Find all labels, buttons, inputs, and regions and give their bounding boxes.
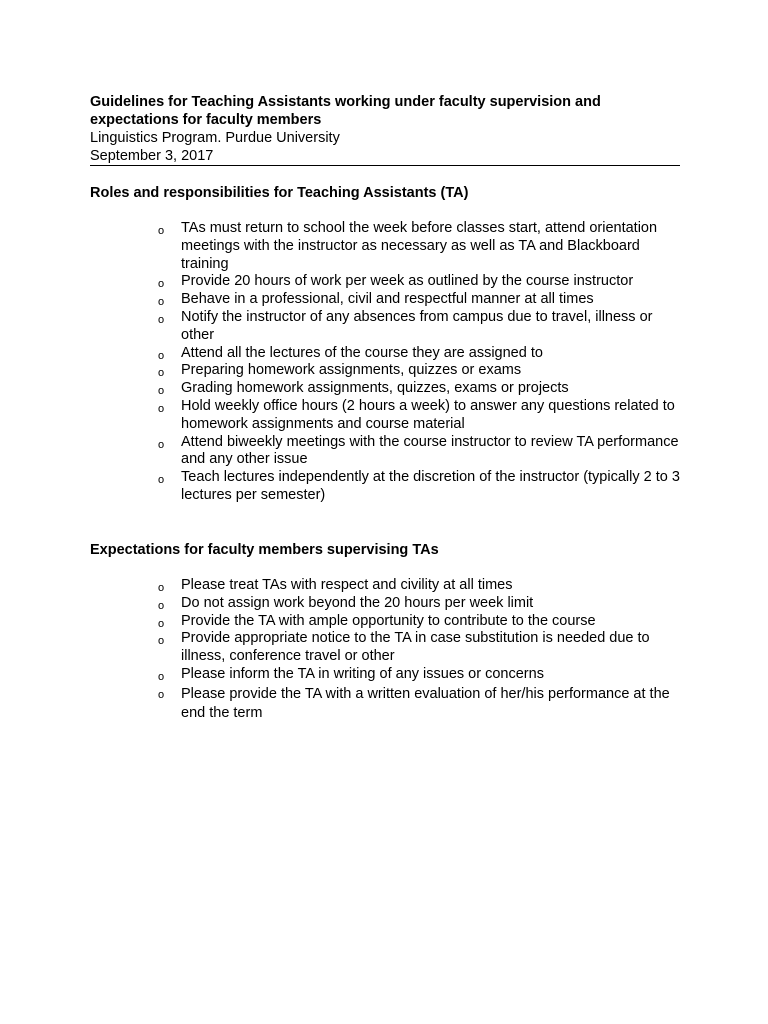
bullet-icon: o (158, 688, 165, 701)
expectations-list (155, 577, 685, 723)
list-item (155, 666, 685, 684)
program-name: Linguistics Program. Purdue University (90, 130, 340, 146)
bullet-icon: o (158, 296, 165, 309)
list-item (155, 273, 685, 291)
list-item (155, 345, 685, 363)
list-item (155, 577, 685, 595)
bullet-icon: o (158, 599, 165, 612)
document-header (90, 93, 680, 165)
bullet-icon: o (158, 349, 165, 362)
bullet-icon: o (158, 278, 165, 291)
list-item-text: Hold weekly office hours (2 hours a week) to answer any questions related to homework assignments and course material (181, 397, 675, 432)
document-title: Guidelines for Teaching Assistants working under faculty supervision and expectations for faculty members (90, 94, 601, 128)
list-item (155, 613, 685, 631)
list-item (155, 684, 685, 723)
list-item-text: Please inform the TA in writing of any issues or concerns (181, 665, 544, 682)
list-item-text: Provide appropriate notice to the TA in case substitution is needed due to illness, conference travel or other (181, 630, 650, 665)
list-item (155, 309, 685, 345)
roles-section-heading: Roles and responsibilities for Teaching Assistants (TA) (90, 185, 469, 201)
list-item (155, 469, 685, 505)
list-item-text: Please treat TAs with respect and civility at all times (181, 577, 513, 593)
bullet-icon: o (158, 617, 165, 630)
header-divider (90, 165, 680, 166)
list-item-text: Provide the TA with ample opportunity to contribute to the course (181, 612, 596, 629)
list-item-text: Notify the instructor of any absences from campus due to travel, illness or other (181, 308, 653, 343)
list-item-text: Provide 20 hours of work per week as outlined by the course instructor (181, 273, 634, 290)
list-item (155, 398, 685, 434)
bullet-icon: o (158, 635, 165, 648)
document-date: September 3, 2017 (90, 148, 214, 164)
bullet-icon: o (158, 313, 165, 326)
list-item-text: Preparing homework assignments, quizzes or exams (181, 362, 522, 379)
list-item-text: Do not assign work beyond the 20 hours per week limit (181, 594, 534, 611)
bullet-icon: o (158, 582, 165, 594)
list-item-text: Behave in a professional, civil and respectful manner at all times (181, 291, 594, 308)
list-item-text: Grading homework assignments, quizzes, exams or projects (181, 380, 569, 397)
roles-list (155, 220, 685, 505)
bullet-icon: o (158, 474, 165, 487)
bullet-icon: o (158, 670, 165, 683)
list-item (155, 380, 685, 398)
list-item (155, 291, 685, 309)
bullet-icon: o (158, 385, 165, 398)
bullet-icon: o (158, 225, 165, 237)
list-item-text: Attend all the lectures of the course they are assigned to (181, 344, 543, 361)
bullet-icon: o (158, 402, 165, 415)
bullet-icon: o (158, 438, 165, 451)
list-item-text: Please provide the TA with a written evaluation of her/his performance at the end the term (181, 685, 670, 721)
bullet-icon: o (158, 367, 165, 380)
list-item (155, 362, 685, 380)
list-item (155, 220, 685, 273)
list-item-text: Attend biweekly meetings with the course instructor to review TA performance and any other issue (181, 433, 679, 468)
expectations-section-heading: Expectations for faculty members supervising TAs (90, 542, 439, 558)
list-item (155, 595, 685, 613)
list-item (155, 630, 685, 666)
list-item (155, 434, 685, 470)
list-item-text: Teach lectures independently at the discretion of the instructor (typically 2 to 3 lectures per semester) (181, 469, 680, 503)
list-item-text: TAs must return to school the week before classes start, attend orientation meetings with the instructor as necessary as well as TA and Blackboard training (181, 220, 658, 272)
